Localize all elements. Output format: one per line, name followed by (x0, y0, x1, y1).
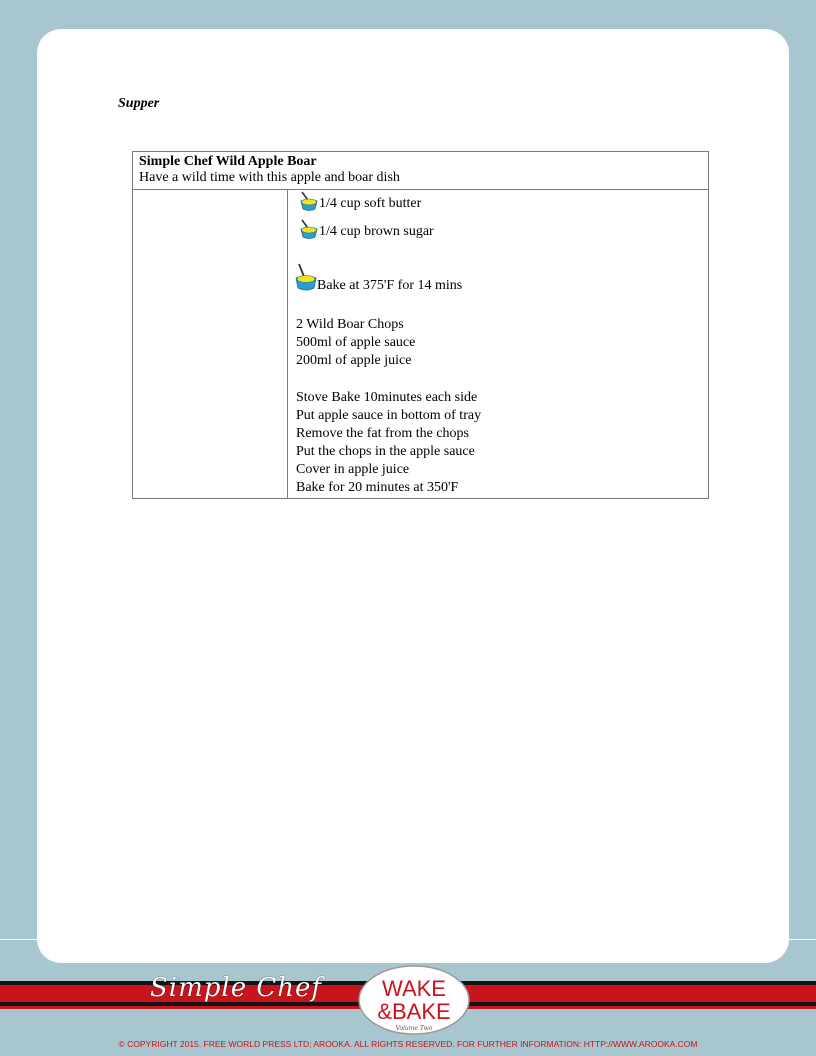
step-line: Bake for 20 minutes at 350'F (296, 480, 459, 495)
recipe-image-cell (133, 190, 288, 498)
wake-bake-logo (357, 964, 471, 1036)
mixing-bowl-icon (299, 219, 319, 241)
recipe-title: Simple Chef Wild Apple Boar (139, 154, 317, 169)
logo-volume-text: Volume Two (395, 1025, 433, 1032)
ingredient-text: 1/4 cup brown sugar (319, 224, 434, 239)
divider (0, 939, 38, 940)
bake-text: Bake at 375'F for 14 mins (317, 278, 463, 293)
recipe-table (132, 151, 709, 499)
ingredient-text: 1/4 cup soft butter (319, 196, 422, 211)
mixing-bowl-icon (299, 191, 319, 213)
divider (788, 939, 816, 940)
brand-script-logo: Simple Chef (150, 973, 323, 1003)
copyright-notice: © COPYRIGHT 2015. FREE WORLD PRESS LTD; AROOKA. ALL RIGHTS RESERVED. FOR FURTHER INFORMATION: HTTP://WWW.AROOKA.COM (118, 1039, 698, 1049)
recipe-description: Have a wild time with this apple and boar dish (139, 170, 400, 185)
ingredient-line (299, 191, 421, 213)
ingredient-line: 500ml of apple sauce (296, 335, 416, 350)
ingredient-line: 2 Wild Boar Chops (296, 317, 404, 332)
step-line: Stove Bake 10minutes each side (296, 390, 478, 405)
logo-bake-text: &BAKE (377, 999, 451, 1024)
ingredient-line: 200ml of apple juice (296, 353, 412, 368)
section-title: Supper (118, 96, 160, 111)
mixing-bowl-icon (295, 263, 317, 293)
step-line: Put the chops in the apple sauce (296, 444, 475, 459)
recipe-instructions-cell (289, 190, 708, 498)
step-line: Cover in apple juice (296, 462, 410, 477)
step-line: Remove the fat from the chops (296, 426, 470, 441)
recipe-header (133, 152, 708, 190)
logo-wake-text: WAKE (382, 976, 446, 1001)
bake-line (295, 263, 462, 295)
step-line: Put apple sauce in bottom of tray (296, 408, 482, 423)
ingredient-line (299, 219, 434, 241)
